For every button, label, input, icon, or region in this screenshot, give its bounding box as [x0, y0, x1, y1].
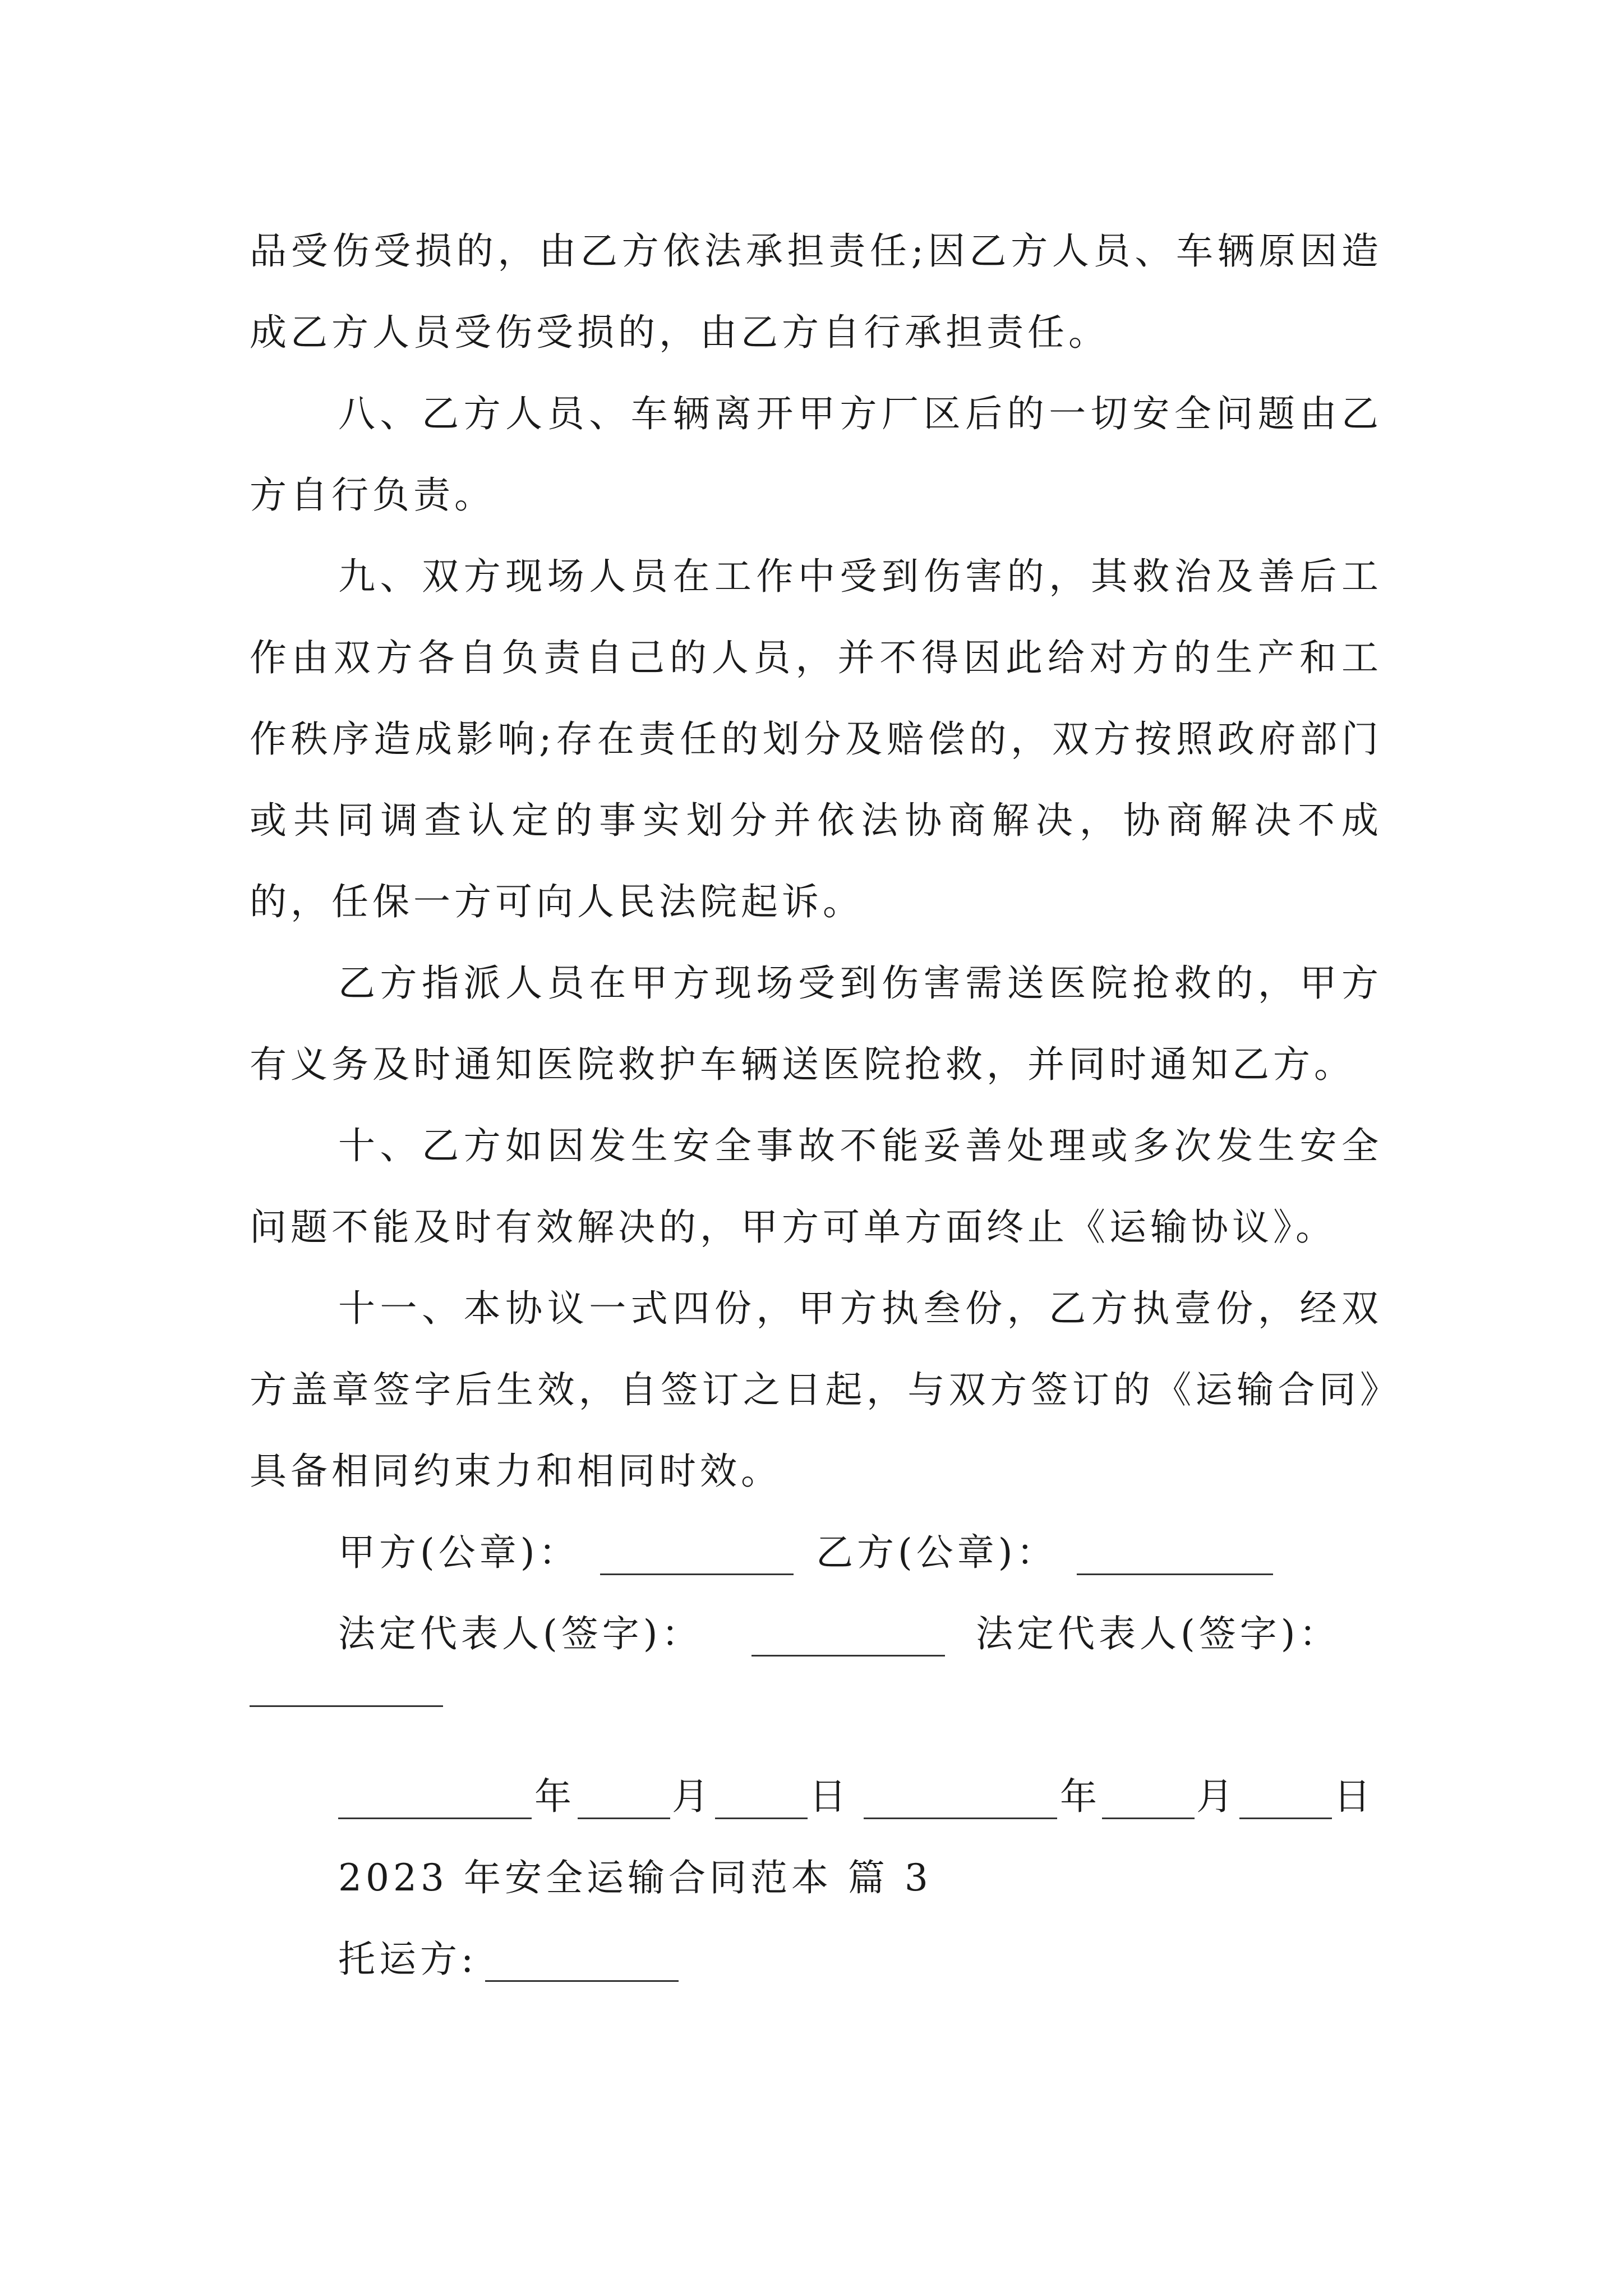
party-b-year-label: 年: [1060, 1775, 1101, 1818]
consignor-row: [250, 1918, 1382, 2000]
seal-row: [250, 1512, 1382, 1593]
section-title: 2023 年安全运输合同范本 篇 3: [338, 1856, 932, 1899]
clause-11: 十一、本协议一式四份，甲方执叁份，乙方执壹份，经双方盖章签字后生效，自签订之日起，与双方签订的《运输合同》具备相同约束力和相同时效。: [250, 1287, 1382, 1493]
party-b-representative-label: 法定代表人(签字)：: [976, 1612, 1340, 1655]
party-a-month-blank: [578, 1818, 670, 1819]
clause-10: 十、乙方如因发生安全事故不能妥善处理或多次发生安全问题不能及时有效解决的，甲方可单方面终止《运输协议》。: [250, 1124, 1382, 1249]
clause-9: 九、双方现场人员在工作中受到伤害的，其救治及善后工作由双方各自负责自己的人员，并不得因此给对方的生产和工作秩序造成影响;存在责任的划分及赔偿的，双方按照政府部门或共同调查认定的事实划分并依法协商解决，协商解决不成的，任保一方可向人民法院起诉。: [250, 555, 1382, 923]
party-b-month-label: 月: [1196, 1775, 1237, 1818]
party-b-day-label: 日: [1334, 1775, 1375, 1818]
document-body: [250, 210, 1382, 2000]
party-b-representative-blank: [250, 1705, 443, 1707]
party-b-seal-label: 乙方(公章)：: [816, 1531, 1058, 1574]
clause-9-supplement: 乙方指派人员在甲方现场受到伤害需送医院抢救的，甲方有义务及时通知医院救护车辆送医院抢救，并同时通知乙方。: [250, 961, 1382, 1086]
party-a-month-label: 月: [672, 1775, 713, 1818]
party-a-seal-label: 甲方(公章)：: [338, 1531, 580, 1574]
party-a-representative-label: 法定代表人(签字)：: [338, 1612, 703, 1655]
party-a-year-blank: [338, 1818, 532, 1819]
clause-8: 八、乙方人员、车辆离开甲方厂区后的一切安全问题由乙方自行负责。: [250, 392, 1382, 517]
representative-row: [250, 1593, 1382, 1674]
representative-continuation-row: [250, 1674, 1382, 1739]
party-b-seal-blank: [1077, 1573, 1273, 1575]
party-a-seal-blank: [600, 1573, 794, 1575]
party-a-day-label: 日: [809, 1775, 850, 1818]
consignor-blank: [485, 1980, 679, 1982]
party-b-year-blank: [864, 1818, 1057, 1819]
party-a-year-label: 年: [534, 1775, 575, 1818]
consignor-label: 托运方:: [338, 1938, 478, 1981]
party-b-day-blank: [1239, 1818, 1332, 1819]
section-title-row: [250, 1837, 1382, 1918]
party-a-day-blank: [715, 1818, 808, 1819]
date-row: [250, 1756, 1382, 1837]
party-b-month-blank: [1102, 1818, 1195, 1819]
party-a-representative-blank: [751, 1655, 945, 1657]
paragraph-continuation: 品受伤受损的，由乙方依法承担责任;因乙方人员、车辆原因造成乙方人员受伤受损的，由乙方自行承担责任。: [250, 229, 1382, 354]
